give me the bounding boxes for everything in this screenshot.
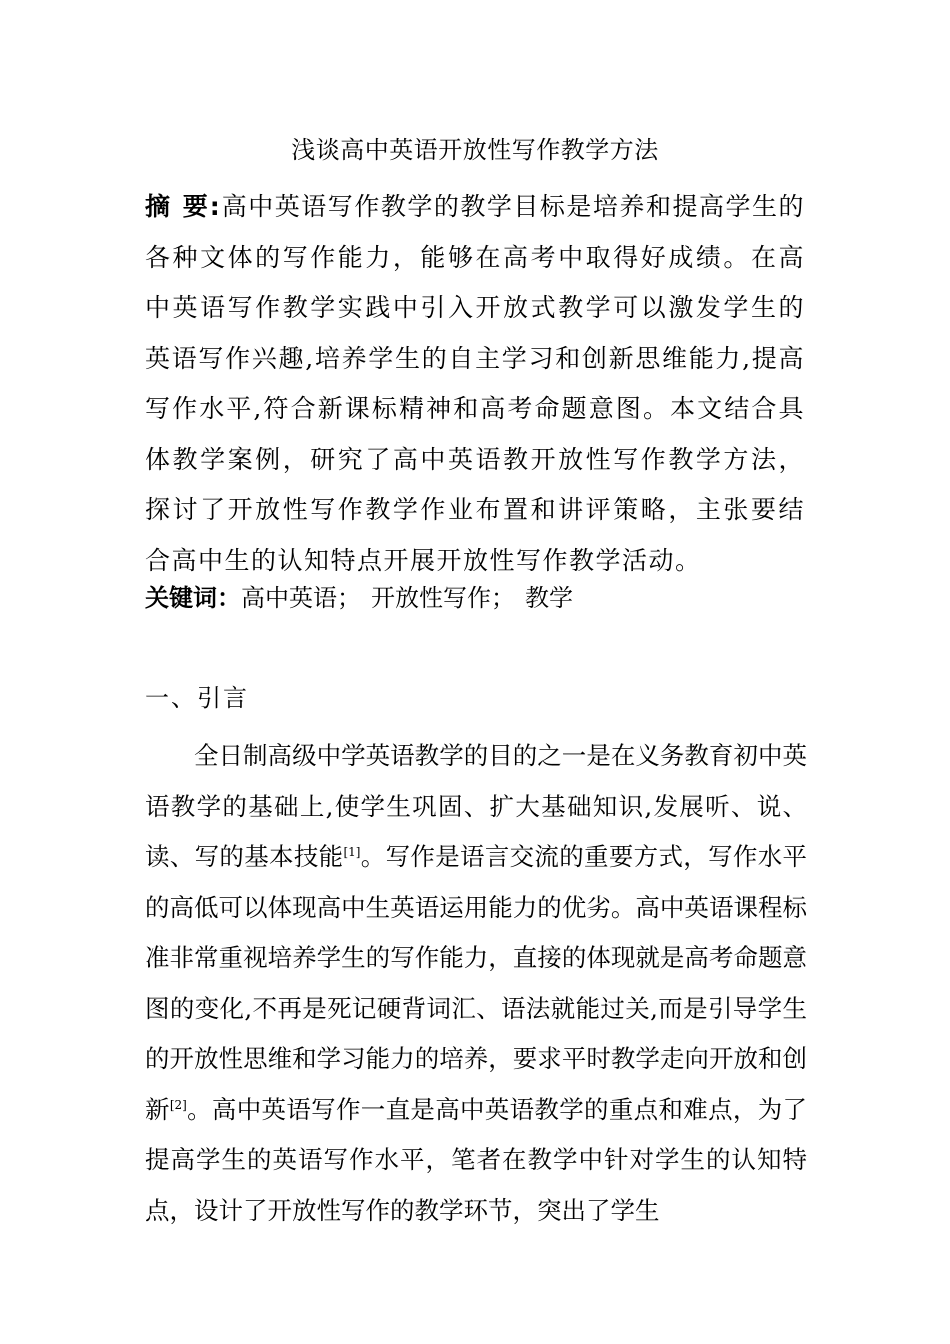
body-text-segment: 全日制高级中学英语教学的目的之一是在义务教育初中英语教学的基础上,使学生巩固、扩大基础知识,发展听、说、读、写的基本技能 bbox=[145, 741, 807, 871]
keywords-line bbox=[145, 578, 805, 618]
citation-ref[interactable]: [1] bbox=[343, 844, 361, 859]
paper-title: 浅谈高中英语开放性写作教学方法 bbox=[291, 136, 659, 164]
abstract-paragraph bbox=[145, 182, 805, 586]
keyword-item: 高中英语； bbox=[241, 584, 361, 612]
keywords-label: 关键词： bbox=[145, 584, 241, 612]
citation-ref[interactable]: [2] bbox=[169, 1097, 187, 1112]
body-text-segment: 。写作是语言交流的重要方式，写作水平的高低可以体现高中生英语运用能力的优劣。高中英语课程标准非常重视培养学生的写作能力，直接的体现就是高考命题意图的变化,不再是死记硬背词汇、语法就能过关,而是引导学生的开放性思维和学习能力的培养，要求平时教学走向开放和创新 bbox=[145, 842, 808, 1124]
keyword-item: 开放性写作； bbox=[371, 584, 515, 612]
introduction-paragraph bbox=[145, 731, 807, 1236]
section-heading-introduction: 一、引言 bbox=[145, 684, 249, 712]
body-text-segment: 。高中英语写作一直是高中英语教学的重点和难点，为了提高学生的英语写作水平，笔者在教学中针对学生的认知特点，设计了开放性写作的教学环节，突出了学生 bbox=[145, 1094, 808, 1225]
abstract-text: 高中英语写作教学的教学目标是培养和提高学生的各种文体的写作能力，能够在高考中取得好成绩。在高中英语写作教学实践中引入开放式教学可以激发学生的英语写作兴趣,培养学生的自主学习和创新思维能力,提高写作水平,符合新课标精神和高考命题意图。本文结合具体教学案例，研究了高中英语教开放性写作教学方法，探讨了开放性写作教学作业布置和讲评策略，主张要结合高中生的认知特点开展开放性写作教学活动。 bbox=[145, 192, 805, 575]
keyword-item: 教学 bbox=[525, 584, 573, 612]
abstract-label: 摘 要: bbox=[145, 192, 222, 221]
